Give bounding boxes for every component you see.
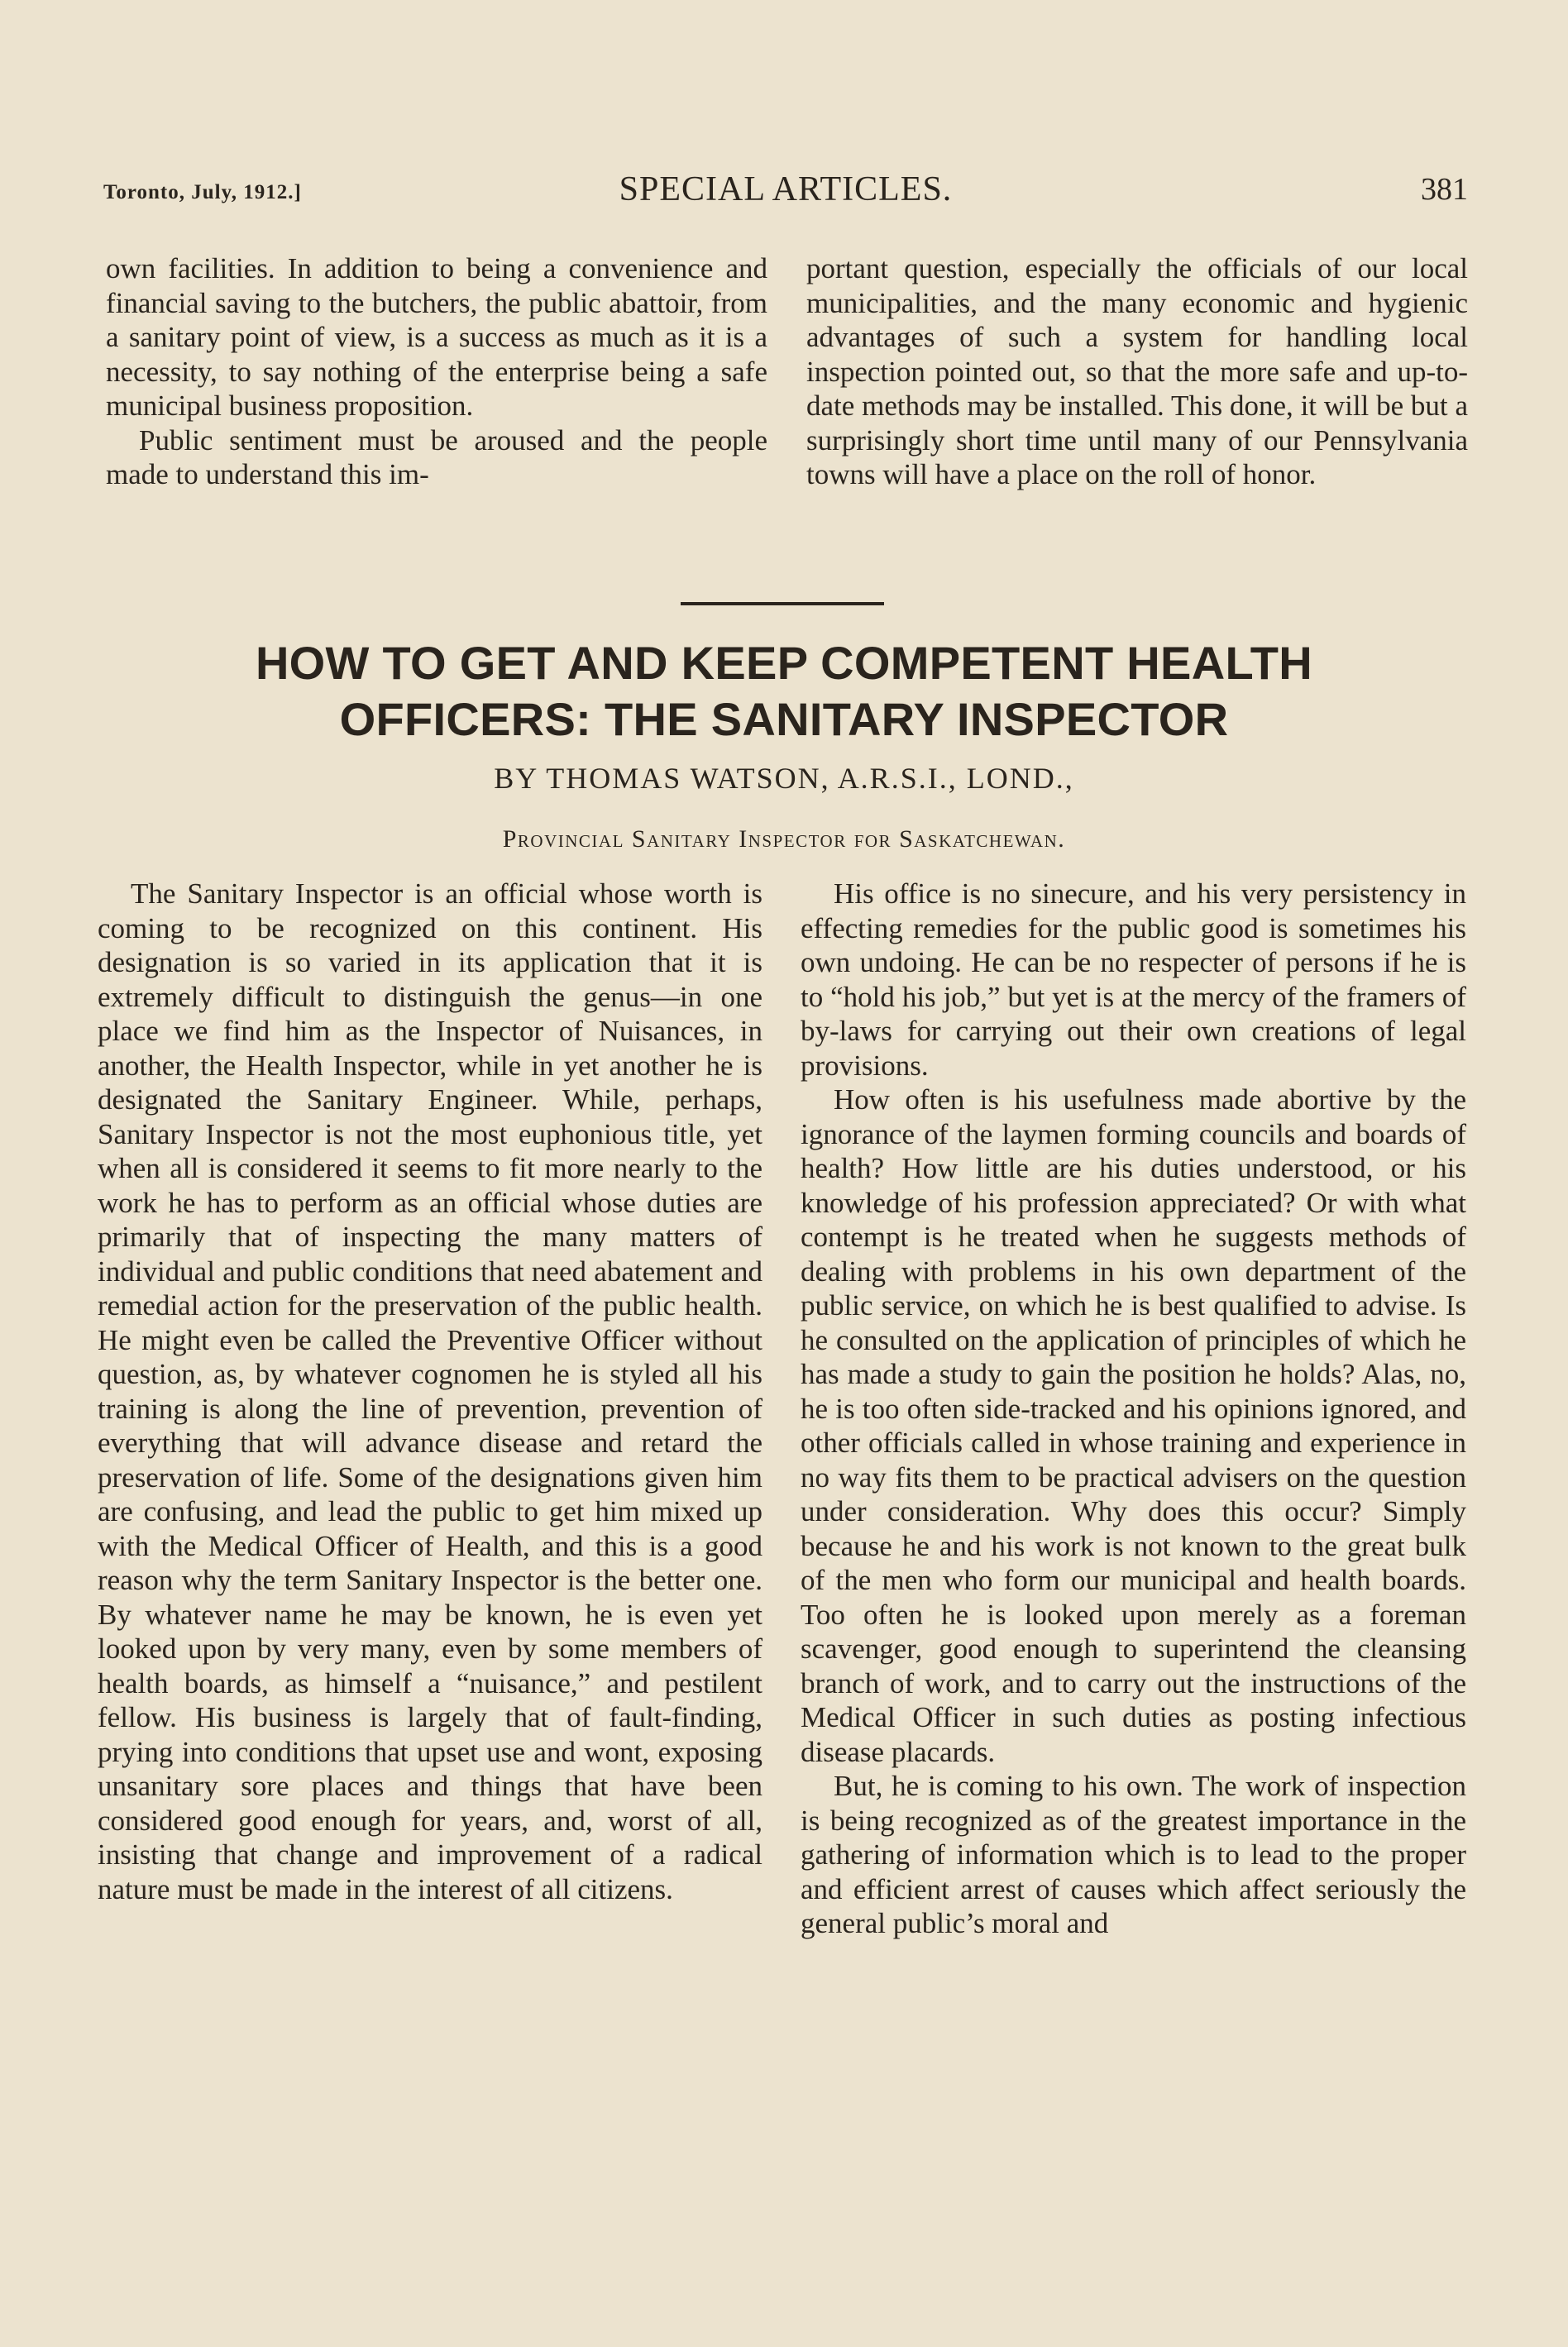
article-title (0, 635, 1568, 748)
page-number: 381 (1421, 172, 1468, 207)
byline: BY THOMAS WATSON, A.R.S.I., LOND., (494, 762, 1074, 795)
paragraph: The Sanitary Inspector is an official whose worth is coming to be recognized on this continent. His designation is so varied in its application that it is extremely difficult to distinguish the genus—in one place we find him as the Inspector of Nuisances, in another, the Health Inspector, while in yet another he is designated the Sanitary Engineer. While, perhaps, Sanitary Inspector is not the most euphonious title, yet when all is considered it seems to fit more nearly to the work he has to perform as an official whose duties are primarily that of inspecting the many matters of individual and public conditions that need abatement and remedial action for the preservation of the public health. He might even be called the Preventive Officer without question, as, by whatever cognomen he is styled all his training is along the line of prevention, prevention of everything that will advance disease and retard the preservation of life. Some of the designations given him are confusing, and lead the public to get him mixed up with the Medical Officer of Health, and this is a good reason why the term Sanitary Inspector is the better one. By whatever name he may be known, he is even yet looked upon by very many, even by some members of health boards, as himself a “nuisance,” and pestilent fellow. His business is largely that of fault-finding, prying into conditions that upset use and wont, exposing unsanitary sore places and things that have been considered good enough for years, and, worst of all, insisting that change and improvement of a radical nature must be made in the interest of all citizens. (98, 877, 762, 1905)
article-title-line-1: HOW TO GET AND KEEP COMPETENT HEALTH (255, 637, 1313, 689)
article-title-line-2: OFFICERS: THE SANITARY INSPECTOR (339, 693, 1229, 745)
paragraph: How often is his usefulness made abortive by the ignorance of the laymen forming councils and boards of health? How little are his duties understood, or his knowledge of his profession appreciated? Or with what contempt is he treated when he suggests methods of dealing with problems in his own department of the public service, on which he is best qualified to advise. Is he consulted on the application of principles of which he has made a study to gain the position he holds? Alas, no, he is too often side-tracked and his opinions ignored, and other officials called in whose training and experience in no way fits them to be practical advisers on the question under consideration. Why does this occur? Simply because he and his work is not known to the great bulk of the men who form our municipal and health boards. Too often he is looked upon merely as a foreman scavenger, good enough to superintend the cleansing branch of work, and to carry out the instructions of the Medical Officer in such duties as posting infectious disease placards. (801, 1083, 1466, 1768)
paragraph: own facilities. In addition to being a convenience and financial saving to the butchers, the public abattoir, from a sanitary point of view, is a success as much as it is a necessity, to say nothing of the enterprise being a safe municipal business proposition. (106, 252, 767, 422)
author-affiliation: Provincial Sanitary Inspector for Saskatchewan. (502, 825, 1066, 853)
paragraph: But, he is coming to his own. The work of inspection is being recognized as of the greatest importance in the gathering of information which is to lead to the proper and efficient arrest of causes which affect seriously the general public’s moral and (801, 1770, 1466, 1939)
prev-article-right-column (806, 251, 1468, 492)
running-head (103, 170, 1468, 219)
paragraph: portant question, especially the officials of our local municipalities, and the many economic and hygienic advantages of such a system for handling local inspection pointed out, so that the more safe and up-to-date methods may be installed. This done, it will be but a surprisingly short time until many of our Pennsylvania towns will have a place on the roll of honor. (806, 252, 1468, 490)
article-left-column (98, 877, 762, 1906)
paragraph: Public sentiment must be aroused and the people made to understand this im- (106, 423, 767, 490)
section-title: SPECIAL ARTICLES. (619, 170, 953, 208)
article-right-column (801, 877, 1466, 1941)
prev-article-left-column (106, 251, 767, 492)
dateline: Toronto, July, 1912.] (103, 181, 302, 203)
paragraph: His office is no sinecure, and his very persistency in effecting remedies for the public good is sometimes his own undoing. He can be no respecter of persons if he is to “hold his job,” but yet is at the mercy of the framers of by-laws for carrying out their own creations of legal provisions. (801, 877, 1466, 1082)
section-divider (681, 602, 884, 605)
